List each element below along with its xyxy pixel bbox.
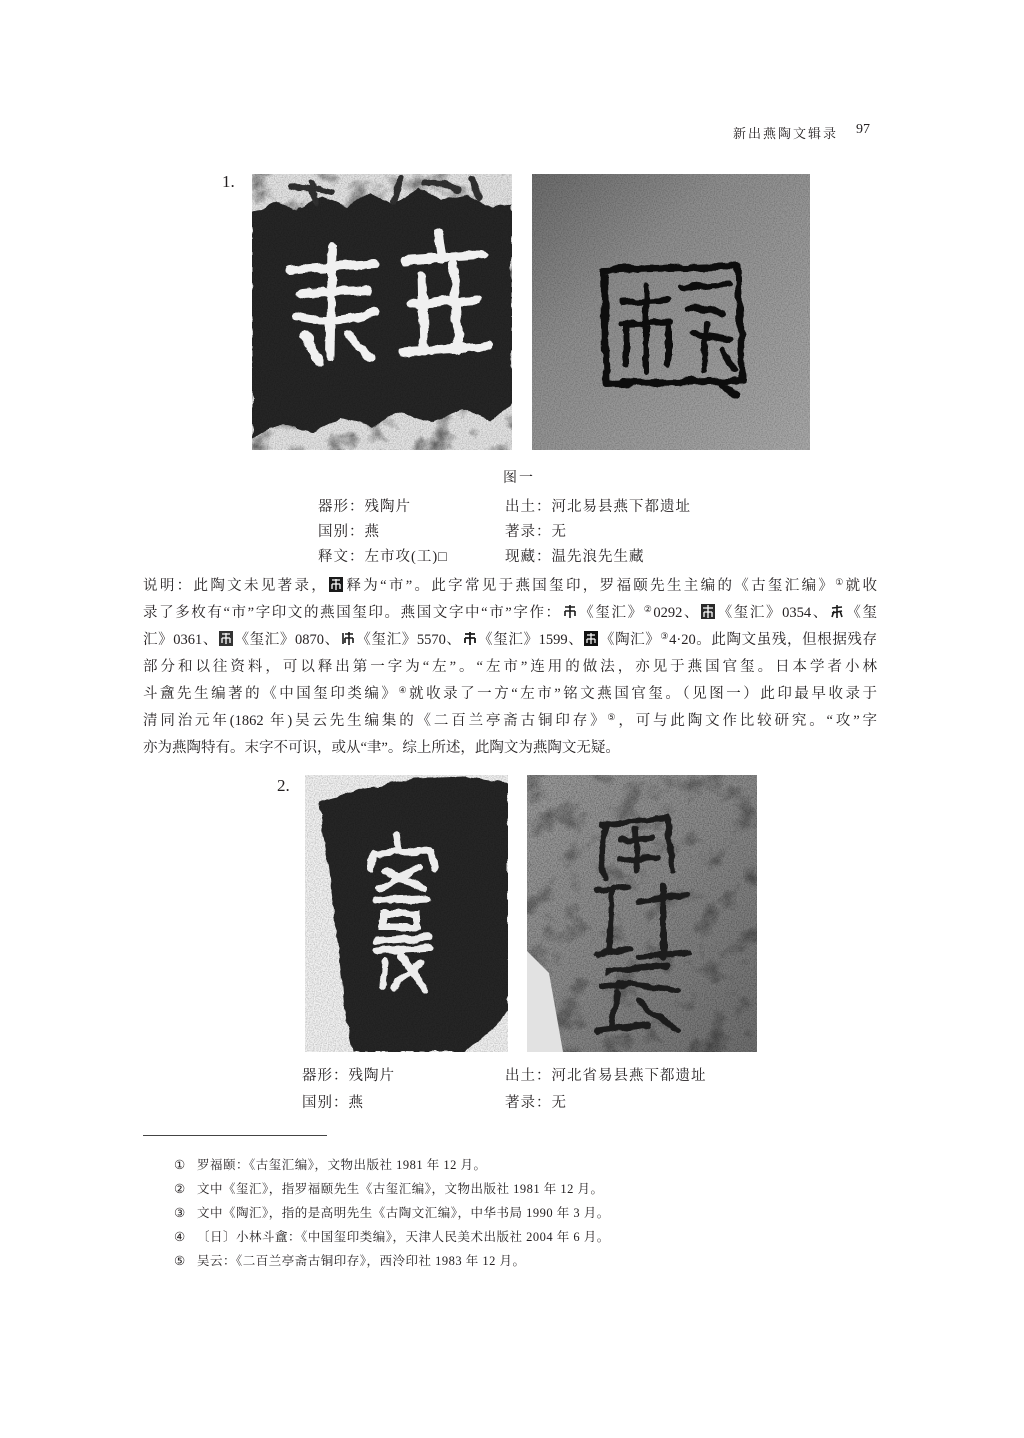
footnote-marker: ③ bbox=[660, 631, 670, 641]
description-text: 《玺汇》 bbox=[577, 605, 644, 621]
seal-character-icon bbox=[563, 604, 577, 619]
figure-1-photo-image bbox=[532, 174, 810, 450]
footnotes bbox=[174, 1153, 610, 1273]
description-line bbox=[143, 600, 877, 627]
description-line bbox=[143, 681, 877, 708]
item-number: 2. bbox=[277, 776, 290, 795]
figure-2-rubbing-image bbox=[305, 775, 508, 1052]
seal-character-icon bbox=[830, 604, 844, 619]
description-text: 释为“市”。此字常见于燕国玺印，罗福颐先生主编的《古玺汇编》 bbox=[344, 578, 836, 594]
paper-grain bbox=[252, 174, 512, 450]
description-text: 0292、 bbox=[653, 605, 701, 621]
figure-1-rubbing-image bbox=[252, 174, 512, 450]
footnote-text: 〔日〕小林斗盦：《中国玺印类编》，天津人民美术出版社 2004 年 6 月。 bbox=[197, 1230, 610, 1244]
meta-collection: 现藏：温先浪先生藏 bbox=[505, 549, 645, 565]
metadata-row bbox=[318, 520, 691, 545]
description-line bbox=[143, 654, 877, 681]
footnote-mark: ⑤ bbox=[174, 1254, 186, 1268]
running-title: 新出燕陶文辑录 bbox=[733, 126, 839, 141]
figure-2-photo-image bbox=[527, 775, 757, 1052]
surface-grain bbox=[527, 775, 757, 1052]
meta-shape: 器形：残陶片 bbox=[302, 1068, 395, 1084]
description-text: 就收录了一方“左市”铭文燕国官玺。（见图一）此印最早收录于 bbox=[409, 686, 877, 702]
footnote-text: 文中《陶汇》，指的是高明先生《古陶文汇编》，中华书局 1990 年 3 月。 bbox=[197, 1206, 610, 1220]
seal-character-icon bbox=[219, 631, 233, 646]
description-text: 《玺汇》0354、 bbox=[716, 605, 829, 621]
footnote-marker: ① bbox=[835, 577, 846, 587]
description-text: 《玺汇》5570、 bbox=[355, 632, 462, 648]
seal-character-icon bbox=[341, 631, 355, 646]
footnote bbox=[174, 1249, 610, 1273]
description-text: 亦为燕陶特有。末字不可识，或从“聿”。综上所述，此陶文为燕陶文无疑。 bbox=[143, 740, 620, 756]
description-text: 说明：此陶文未见著录， bbox=[143, 578, 329, 594]
description-text: ，可与此陶文作比较研究。“攻”字 bbox=[618, 713, 877, 729]
description-text: 就收 bbox=[845, 578, 877, 594]
footnote-mark: ① bbox=[174, 1158, 186, 1172]
description-line bbox=[143, 735, 877, 762]
description-text: 部分和以往资料，可以释出第一字为“左”。“左市”连用的做法，亦见于燕国官玺。日本学者小林 bbox=[143, 659, 877, 675]
description-text: 录了多枚有“市”字印文的燕国玺印。燕国文字中“市”字作： bbox=[143, 605, 562, 621]
footnote-mark: ④ bbox=[174, 1230, 186, 1244]
footnote-mark: ③ bbox=[174, 1206, 186, 1220]
page-number: 97 bbox=[856, 122, 870, 137]
item-2-metadata bbox=[302, 1063, 707, 1117]
seal-character-icon bbox=[584, 631, 598, 646]
seal-character-icon bbox=[329, 577, 343, 592]
seal-character-icon bbox=[701, 604, 715, 619]
surface-grain bbox=[532, 174, 810, 450]
footnote-text: 文中《玺汇》，指罗福颐先生《古玺汇编》，文物出版社 1981 年 12 月。 bbox=[197, 1182, 604, 1196]
description-line bbox=[143, 573, 877, 600]
meta-record: 著录：无 bbox=[505, 1095, 567, 1111]
description-line bbox=[143, 708, 877, 735]
metadata-row bbox=[318, 545, 691, 570]
description-text: 《玺汇》0870、 bbox=[233, 632, 340, 648]
meta-state: 国别：燕 bbox=[318, 524, 380, 540]
description-text: 清同治元年(1862 年)吴云先生编集的《二百兰亭斋古铜印存》 bbox=[143, 713, 608, 729]
meta-shape: 器形：残陶片 bbox=[318, 499, 411, 515]
meta-origin: 出土：河北易县燕下都遗址 bbox=[505, 499, 691, 515]
description-text: 《陶汇》 bbox=[599, 632, 661, 648]
description-line bbox=[143, 627, 877, 654]
footnote-marker: ⑤ bbox=[607, 712, 619, 722]
description-text: 斗盦先生编著的《中国玺印类编》 bbox=[143, 686, 399, 702]
seal-character-icon bbox=[463, 631, 477, 646]
figure-caption: 图一 bbox=[503, 471, 535, 486]
meta-origin: 出土：河北省易县燕下都遗址 bbox=[505, 1068, 707, 1084]
meta-reading: 释文：左市攻(工)□ bbox=[318, 549, 448, 565]
footnote-marker: ② bbox=[643, 604, 654, 614]
meta-record: 著录：无 bbox=[505, 524, 567, 540]
metadata-row bbox=[302, 1063, 707, 1090]
meta-state: 国别：燕 bbox=[302, 1095, 364, 1111]
footnote bbox=[174, 1201, 610, 1225]
footnote bbox=[174, 1225, 610, 1249]
description-text: 《玺 bbox=[844, 605, 877, 621]
footnote-divider bbox=[143, 1135, 327, 1136]
description-paragraph bbox=[143, 573, 877, 762]
footnote bbox=[174, 1153, 610, 1177]
description-text: 《玺汇》1599、 bbox=[477, 632, 584, 648]
footnote-mark: ② bbox=[174, 1182, 186, 1196]
footnote bbox=[174, 1177, 610, 1201]
description-text: 4·20。此陶文虽残，但根据残存 bbox=[669, 632, 877, 648]
item-1-metadata bbox=[318, 495, 691, 570]
footnote-text: 罗福颐：《古玺汇编》，文物出版社 1981 年 12 月。 bbox=[197, 1158, 487, 1172]
footnote-text: 吴云：《二百兰亭斋古铜印存》，西泠印社 1983 年 12 月。 bbox=[197, 1254, 526, 1268]
footnote-marker: ④ bbox=[398, 685, 410, 695]
item-number: 1. bbox=[222, 172, 235, 191]
metadata-row bbox=[318, 495, 691, 520]
description-text: 汇》0361、 bbox=[143, 632, 218, 648]
metadata-row bbox=[302, 1090, 707, 1117]
